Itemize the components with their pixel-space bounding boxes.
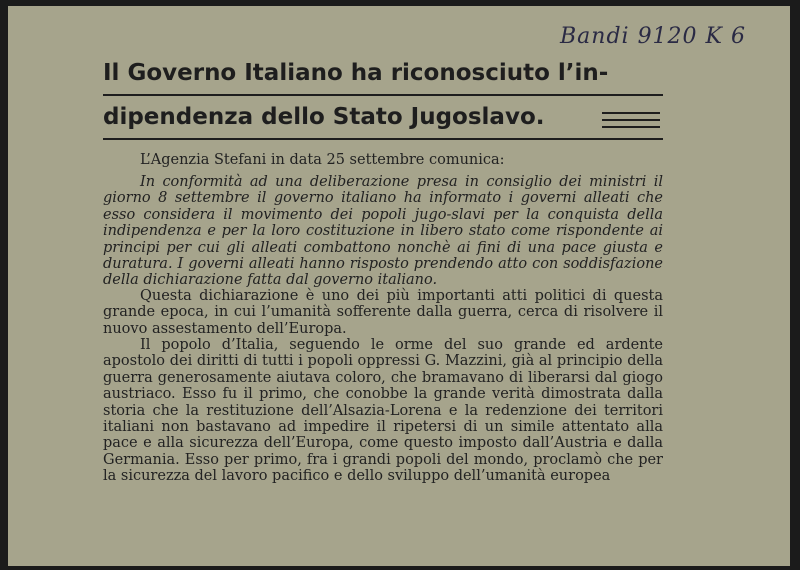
title-end-rule-2 [602,119,660,121]
paragraph-1: Questa dichiarazione è uno dei più importanti atti politici di questa grande epoca, in cui l’umanità sofferente dalla guerra, cerca di risolvere il nuovo assestamento dell’Europa. [103,288,663,337]
title-rule-bottom [103,138,663,140]
quoted-communique: In conformità ad una deliberazione presa in consiglio dei ministri il giorno 8 settembre il governo italiano ha informato i governi alleati che esso considera il movimento dei popoli jugo-slavi per la conquista della indipendenza e per la loro costituzione in libero stato come rispondente ai principi per cui gli alleati combattono nonchè ai fini di una pace giusta e duratura. I governi alleati hanno risposto prendendo atto con soddisfazione della dichiarazione fatta dal governo italiano. [103,174,663,289]
paragraph-2: Il popolo d’Italia, seguendo le orme del suo grande ed ardente apostolo dei diritti di tutti i popoli oppressi G. Mazzini, già al principio della guerra generosamente aiutava coloro, che bramavano di liberarsi dal giogo austriaco. Esso fu il primo, che conobbe la grande verità dimostrata dalla storia che la restituzione dell’Alsazia-Lorena e la redenzione dei territori italiani non bastavano ad impedire il ripetersi di un simile attentato alla pace e alla sicurezza dell’Europa, come questo imposto dall’Austria e dalla Germania. Esso per primo, fra i grandi popoli del mondo, proclamò che per la sicurezza del lavoro pacifico e dello sviluppo dell’umanità europea [103,337,663,485]
title-line-1: Il Governo Italiano ha riconosciuto l’in- [103,60,609,86]
title-line-2: dipendenza dello Stato Jugoslavo. [103,104,545,130]
title-end-rule-3 [602,126,660,128]
title-rule-top [103,94,663,96]
intro-line: L’Agenzia Stefani in data 25 settembre comunica: [140,152,505,168]
title-end-rule-1 [602,112,660,114]
handwritten-archive-annotation: Bandi 9120 K 6 [560,24,746,49]
